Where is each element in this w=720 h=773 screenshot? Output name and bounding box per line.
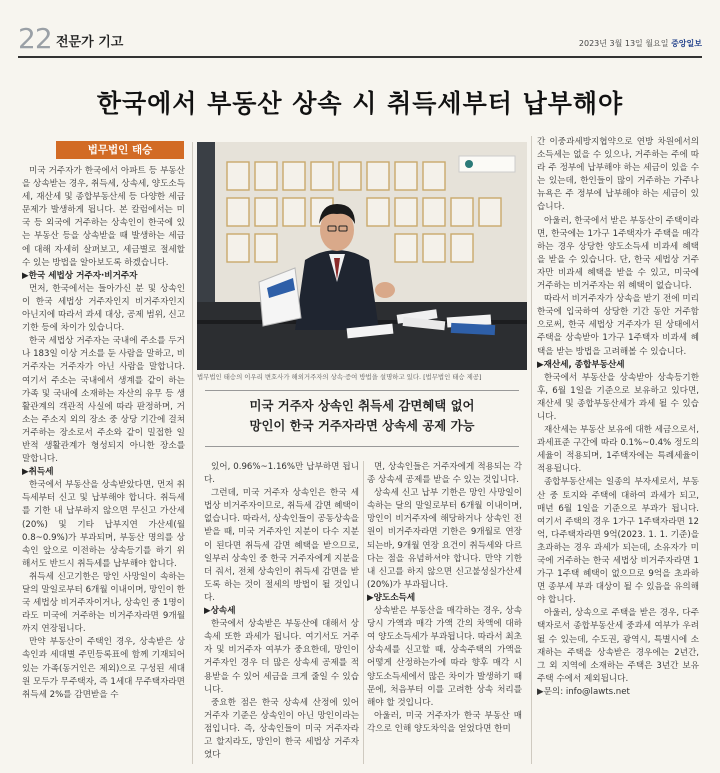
subheading: ▶한국 세법상 거주자·비거주자 [22, 270, 138, 281]
paragraph: 상속받은 부동산을 매각하는 경우, 상속 당시 가액과 매각 가액 간의 차액에 대하여 양도소득세가 부과됩니다. 따라서 최초 상속세를 신고할 때, 상속주택의 가액을 어떻게 산정하는가에 따라 향후 매각 시 양도소득세에서 많은 차이가 발생하기 때문에, 처음부터 이를 고려한 상속 처리를 해야 할 것입니다. [367, 606, 522, 708]
paragraph: 그런데, 미국 거주자 상속인은 한국 세법상 비거주자이므로, 취득세 감면 혜택이 없습니다. 따라서, 상속인들이 공동상속을 받을 때, 미국 거주자인 지분이 다수 지분이 된다면 취득세 감면 혜택을 받으므로, 일부러 상속인 중 한국 거주자에게 지분을 더 줘서, 전체 상속인이 취득세 감면을 받도록 하는 것이 절세의 방법이 될 것입니다. [204, 488, 359, 603]
dateline [579, 38, 702, 49]
paragraph: ▶문의: info@lawts.net [537, 686, 630, 697]
paragraph: 아울러, 미국 거주자가 한국 부동산 매각으로 인해 양도차익을 얻었다면 한미 [367, 710, 522, 734]
pullquote-rule-top [205, 390, 519, 391]
article-photo [197, 142, 527, 370]
paragraph: 간 이중과세방지협약으로 연방 차원에서의 소득세는 없을 수 있으나, 거주하는 주에 따라 주 정부에 납부해야 하는 세금이 있을 수는 있는데, 한인들이 많이 거주하는 가주나 뉴욕은 주 정부에 납부해야 하는 세금이 있습니다. [537, 137, 699, 213]
pullquote-line-2: 망인이 한국 거주자라면 상속세 공제 가능 [249, 418, 475, 433]
subheading: ▶상속세 [204, 606, 236, 617]
paragraph: 만약 부동산이 주택인 경우, 상속받은 상속인과 세대별 주민등록표에 함께 기재되어 있는 가족(동거인은 제외)으로 구성된 세대원 모두가 무주택자, 즉 1세대 무주택자라면 취득세 2%를 감면받을 수 [22, 637, 185, 700]
pullquote-line-1: 미국 거주자 상속인 취득세 감면혜택 없어 [249, 398, 475, 413]
lawyer-photo-illustration [197, 142, 527, 370]
paragraph: 종합부동산세는 일종의 부자세로서, 부동산 중 토지와 주택에 대하여 과세가 되고, 매년 6월 1일을 기준으로 부과가 됩니다. 여기서 주택의 경우 1가구 1주택자라면 12억, 다주택자라면 9억(2023. 1. 1. 기준)을 초과하는 경우 과세가 되는데, 소유자가 미국에 거주하는 한국 세법상 비거주자라면 1가구 1주택 혜택이 없으므로 9억을 초과하면 종부세 부과 대상이 될 수 있음을 유의해야 합니다. [537, 477, 699, 606]
paragraph: 먼저, 한국에서는 들아가신 분 및 상속인이 한국 세법상 거주자인지 비거주자인지 아닌지에 따라서 과세 대상, 공제 범위, 신고 기한 등에 차이가 있습니다. [22, 283, 185, 334]
paragraph: 따라서 비거주자가 상속을 받기 전에 미리 한국에 입국하여 상당한 기간 동안 거주함으로써, 한국 세법상 거주자가 된 상태에서 주택을 상속받아 1가구 1주택자 비과세 혜택을 받는 방법을 고려해볼 수 있습니다. [537, 294, 699, 357]
byline-badge: 법무법인 태승 [56, 141, 184, 159]
paragraph: 한국 세법상 거주자는 국내에 주소를 두거나 183일 이상 거소를 둔 사람을 말하고, 비거주자는 거주자가 아닌 사람을 말합니다. 여기서 주소는 국내에서 생계를 같이 하는 가족 및 국내에 소재하는 자산의 유무 등 생활관계의 객관적 사실에 따라 판정하며, 거소는 주소지 외의 장소 중 상당 기간에 걸쳐 거주하는 장소로서 주소와 같이 밀접한 일반적 생활관계가 형성되지 아니한 장소를 말합니다. [22, 336, 185, 465]
paragraph: 아울러, 한국에서 받은 부동산이 주택이라면, 한국에는 1가구 1주택자가 주택을 매각하는 경우 상당한 양도소득세 비과세 혜택을 받을 수 있습니다. 단, 한국 세법상 거주자만 비과세 혜택을 받을 수 있고, 미국에 거주하는 비거주자는 위 혜택이 없습니다. [537, 215, 699, 292]
pullquote [197, 396, 527, 436]
paragraph: 면, 상속인들은 거주자에게 적용되는 각종 상속세 공제를 받을 수 있는 것입니다. [367, 462, 522, 486]
article-column-4 [537, 136, 699, 699]
paragraph: 상속세 신고 납부 기한은 망인 사망일이 속하는 달의 말일로부터 6개월 이내이며, 망인이 비거주자에 해당하거나 상속인 전원이 비거주자라면 기한은 9개월로 연장되는바, 9개월 연장 요건이 취득세와 다르다는 점을 유념하셔야 합니다. 만약 기한 내 신고를 하지 않으면 신고불성실가산세(20%)가 부과됩니다. [367, 488, 522, 590]
article-column-1 [22, 165, 185, 702]
paragraph: 한국에서 상속받은 부동산에 대해서 상속세 또한 과세가 됩니다. 여기서도 거주자 및 비거주자 여부가 중요한데, 망인이 거주자인 경우 더 많은 상속세 공제를 적용받을 수 있어 세금을 크게 줄일 수 있습니다. [204, 619, 359, 695]
paragraph: 아울러, 상속으로 주택을 받은 경우, 다주택자로서 종합부동산세 중과세 여부가 우려될 수 있는데, 수도권, 광역시, 특별시에 소재하는 주택을 상속받은 경우에는 2년간, 그 외 지역에 소재하는 주택은 3년간 보유 주택 수에서 제외됩니다. [537, 608, 699, 684]
subheading: ▶취득세 [22, 467, 54, 478]
photo-caption: 법무법인 태승의 이우리 변호사가 해외거주자의 상속·증여 방법을 설명하고 있다. [법무법인 태승 제공] [197, 373, 482, 381]
column-divider [192, 142, 193, 764]
paragraph: 한국에서 부동산을 상속받았다면, 먼저 취득세부터 신고 및 납부해야 합니다. 취득세를 기한 내 납부하지 않으면 무신고 가산세(20%) 및 기타 납부지연 가산세(월 0.8~0.9%)가 부과되며, 부동산 명의를 상속인 앞으로 이전하는 상속등기를 하기 위해서도 반드시 취득세를 납부해야 합니다. [22, 480, 185, 569]
pullquote-rule-bottom [205, 446, 519, 447]
paragraph: 미국 거주자가 한국에서 아파트 등 부동산을 상속받는 경우, 취득세, 상속세, 양도소득세, 재산세 및 종합부동산세 등 다양한 세금 문제가 발생하게 됩니다. 본 칼럼에서는 미국 등 외국에 거주하는 상속인이 한국에 있는 부동산 등을 상속받을 때 발생하는 세금에 대해 자세히 살펴보고, 세금별로 절세할 수 있는 방법을 알아보도록 하겠습니다. [22, 166, 185, 268]
paragraph: 한국에서 부동산을 상속받아 상속등기한 후, 6월 1일을 기준으로 보유하고 있다면, 재산세 및 종합부동산세가 과세 될 수 있습니다. [537, 372, 699, 422]
headline: 한국에서 부동산 상속 시 취득세부터 납부해야 [96, 89, 624, 118]
paragraph: 재산세는 부동산 보유에 대한 세금으로서, 과세표준 구간에 따라 0.1%~0.4% 정도의 세율이 적용되며, 1주택자에는 특례세율이 적용됩니다. [537, 425, 699, 475]
page-header [18, 22, 702, 56]
article-column-2 [204, 461, 359, 762]
newspaper-name: 중앙일보 [671, 39, 702, 48]
issue-date: 2023년 3월 13일 월요일 [578, 39, 669, 48]
article-column-3 [367, 461, 522, 736]
page-number: 22 [18, 22, 52, 55]
paragraph: 있어, 0.96%~1.16%만 납부하면 됩니다. [204, 462, 359, 486]
paragraph: 중요한 점은 한국 상속세 산정에 있어 거주자 기준은 상속인이 아닌 망인이라는 점입니다. 즉, 상속인들이 미국 거주자라고 할지라도, 망인이 한국 세법상 거주자였다 [204, 697, 359, 761]
column-divider [531, 136, 532, 764]
subheading: ▶재산세, 종합부동산세 [537, 359, 625, 370]
column-divider [363, 461, 364, 764]
section-title: 전문가 기고 [56, 35, 124, 50]
subheading: ▶양도소득세 [367, 592, 416, 603]
paragraph: 취득세 신고기한은 망인 사망일이 속하는 달의 말일로부터 6개월 이내이며, 망인이 한국 세법상 비거주자이거나, 상속인 중 1명이라도 미국에 거주하는 비거주자라면 9개월까지 연장됩니다. [22, 571, 185, 635]
header-rule [18, 56, 702, 58]
